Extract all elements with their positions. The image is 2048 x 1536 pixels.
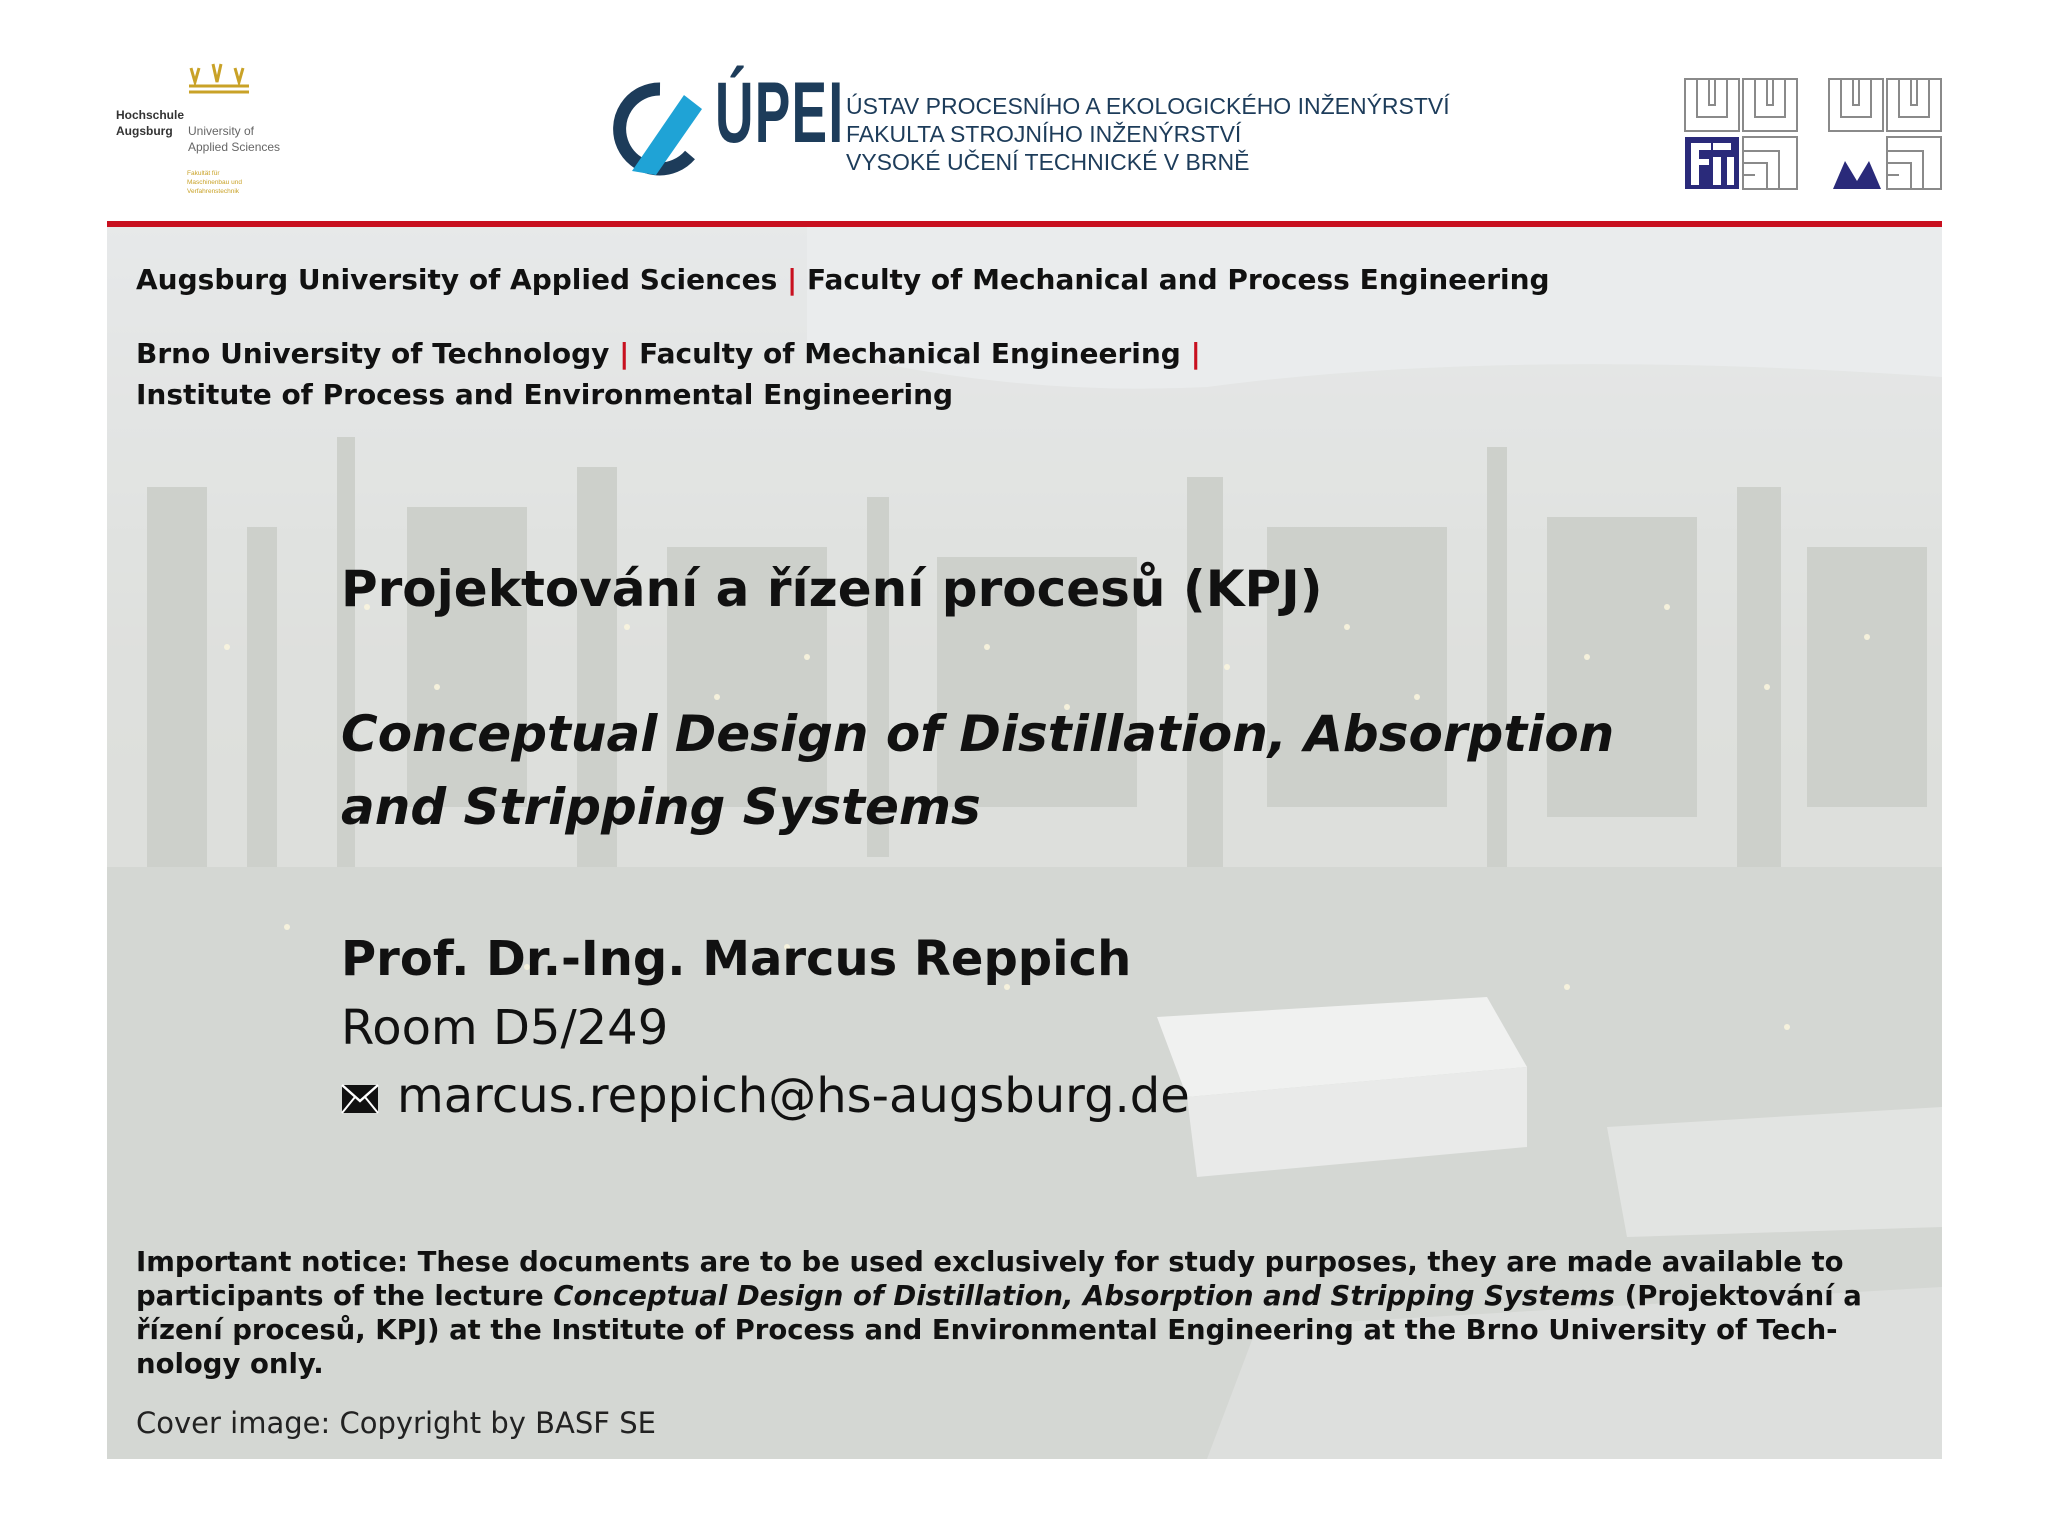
notice-course-name: Conceptual Design of Distillation, Absorption and Stripping Systems [553, 1280, 1616, 1312]
separator: | [619, 337, 630, 370]
notice-part-1: Important notice: These documents are to be used exclusively for study purposes, they are made available to participants of the lecture [136, 1246, 1844, 1312]
lecturer-email-row [341, 1068, 1190, 1124]
notice-part-2: (Projektování a řízení procesů, KPJ) at the Institute of Process and Environmental Engineering at the Brno University of Tech-nology only. [136, 1280, 1862, 1380]
separator: | [1190, 337, 1201, 370]
upei-line-2: FAKULTA STROJNÍHO INŽENÝRSTVÍ [846, 121, 1242, 147]
lecturer-email[interactable]: marcus.reppich@hs-augsburg.de [397, 1068, 1190, 1124]
hochschule-augsburg-logo [110, 60, 310, 220]
brno-faculty: Faculty of Mechanical Engineering [639, 337, 1181, 370]
upei-line-3: VYSOKÉ UČENÍ TECHNICKÉ V BRNĚ [846, 149, 1250, 175]
augsburg-faculty: Faculty of Mechanical and Process Engineering [807, 263, 1550, 296]
vut-fsi-logo [1683, 77, 1943, 193]
lecturer-room: Room D5/249 [341, 1000, 669, 1056]
affiliation-line-1 [136, 263, 1550, 296]
affiliation-line-2 [136, 337, 1201, 370]
lecturer-name: Prof. Dr.-Ing. Marcus Reppich [341, 931, 1132, 987]
cover-image-credit: Cover image: Copyright by BASF SE [136, 1406, 656, 1440]
hsa-small-2: Maschinenbau und [187, 179, 242, 186]
envelope-icon [341, 1084, 379, 1114]
hsa-line2-bold: Augsburg [116, 124, 173, 138]
upei-institute-text [846, 92, 1450, 176]
course-subtitle-line-2: and Stripping Systems [341, 778, 981, 836]
hsa-line3: Applied Sciences [188, 140, 281, 154]
affiliation-line-3: Institute of Process and Environmental Engineering [136, 378, 954, 411]
course-title: Projektování a řízení procesů (KPJ) [341, 560, 1323, 618]
hsa-line2-rest: University of [188, 124, 255, 138]
brno-university: Brno University of Technology [136, 337, 610, 370]
upei-emblem-icon [610, 75, 710, 185]
upei-line-1: ÚSTAV PROCESNÍHO A EKOLOGICKÉHO INŽENÝRSTVÍ [846, 93, 1450, 119]
course-subtitle-line-1: Conceptual Design of Distillation, Absorption [341, 705, 1615, 763]
separator: | [787, 263, 798, 296]
hsa-crown-icon [185, 60, 255, 100]
augsburg-university: Augsburg University of Applied Sciences [136, 263, 778, 296]
upei-wordmark: ÚPEI [715, 65, 845, 161]
important-notice [136, 1245, 1926, 1381]
hsa-small-1: Fakultät für [187, 170, 220, 177]
hsa-small-3: Verfahrenstechnik [187, 188, 240, 195]
hsa-line1: Hochschule [116, 108, 185, 122]
